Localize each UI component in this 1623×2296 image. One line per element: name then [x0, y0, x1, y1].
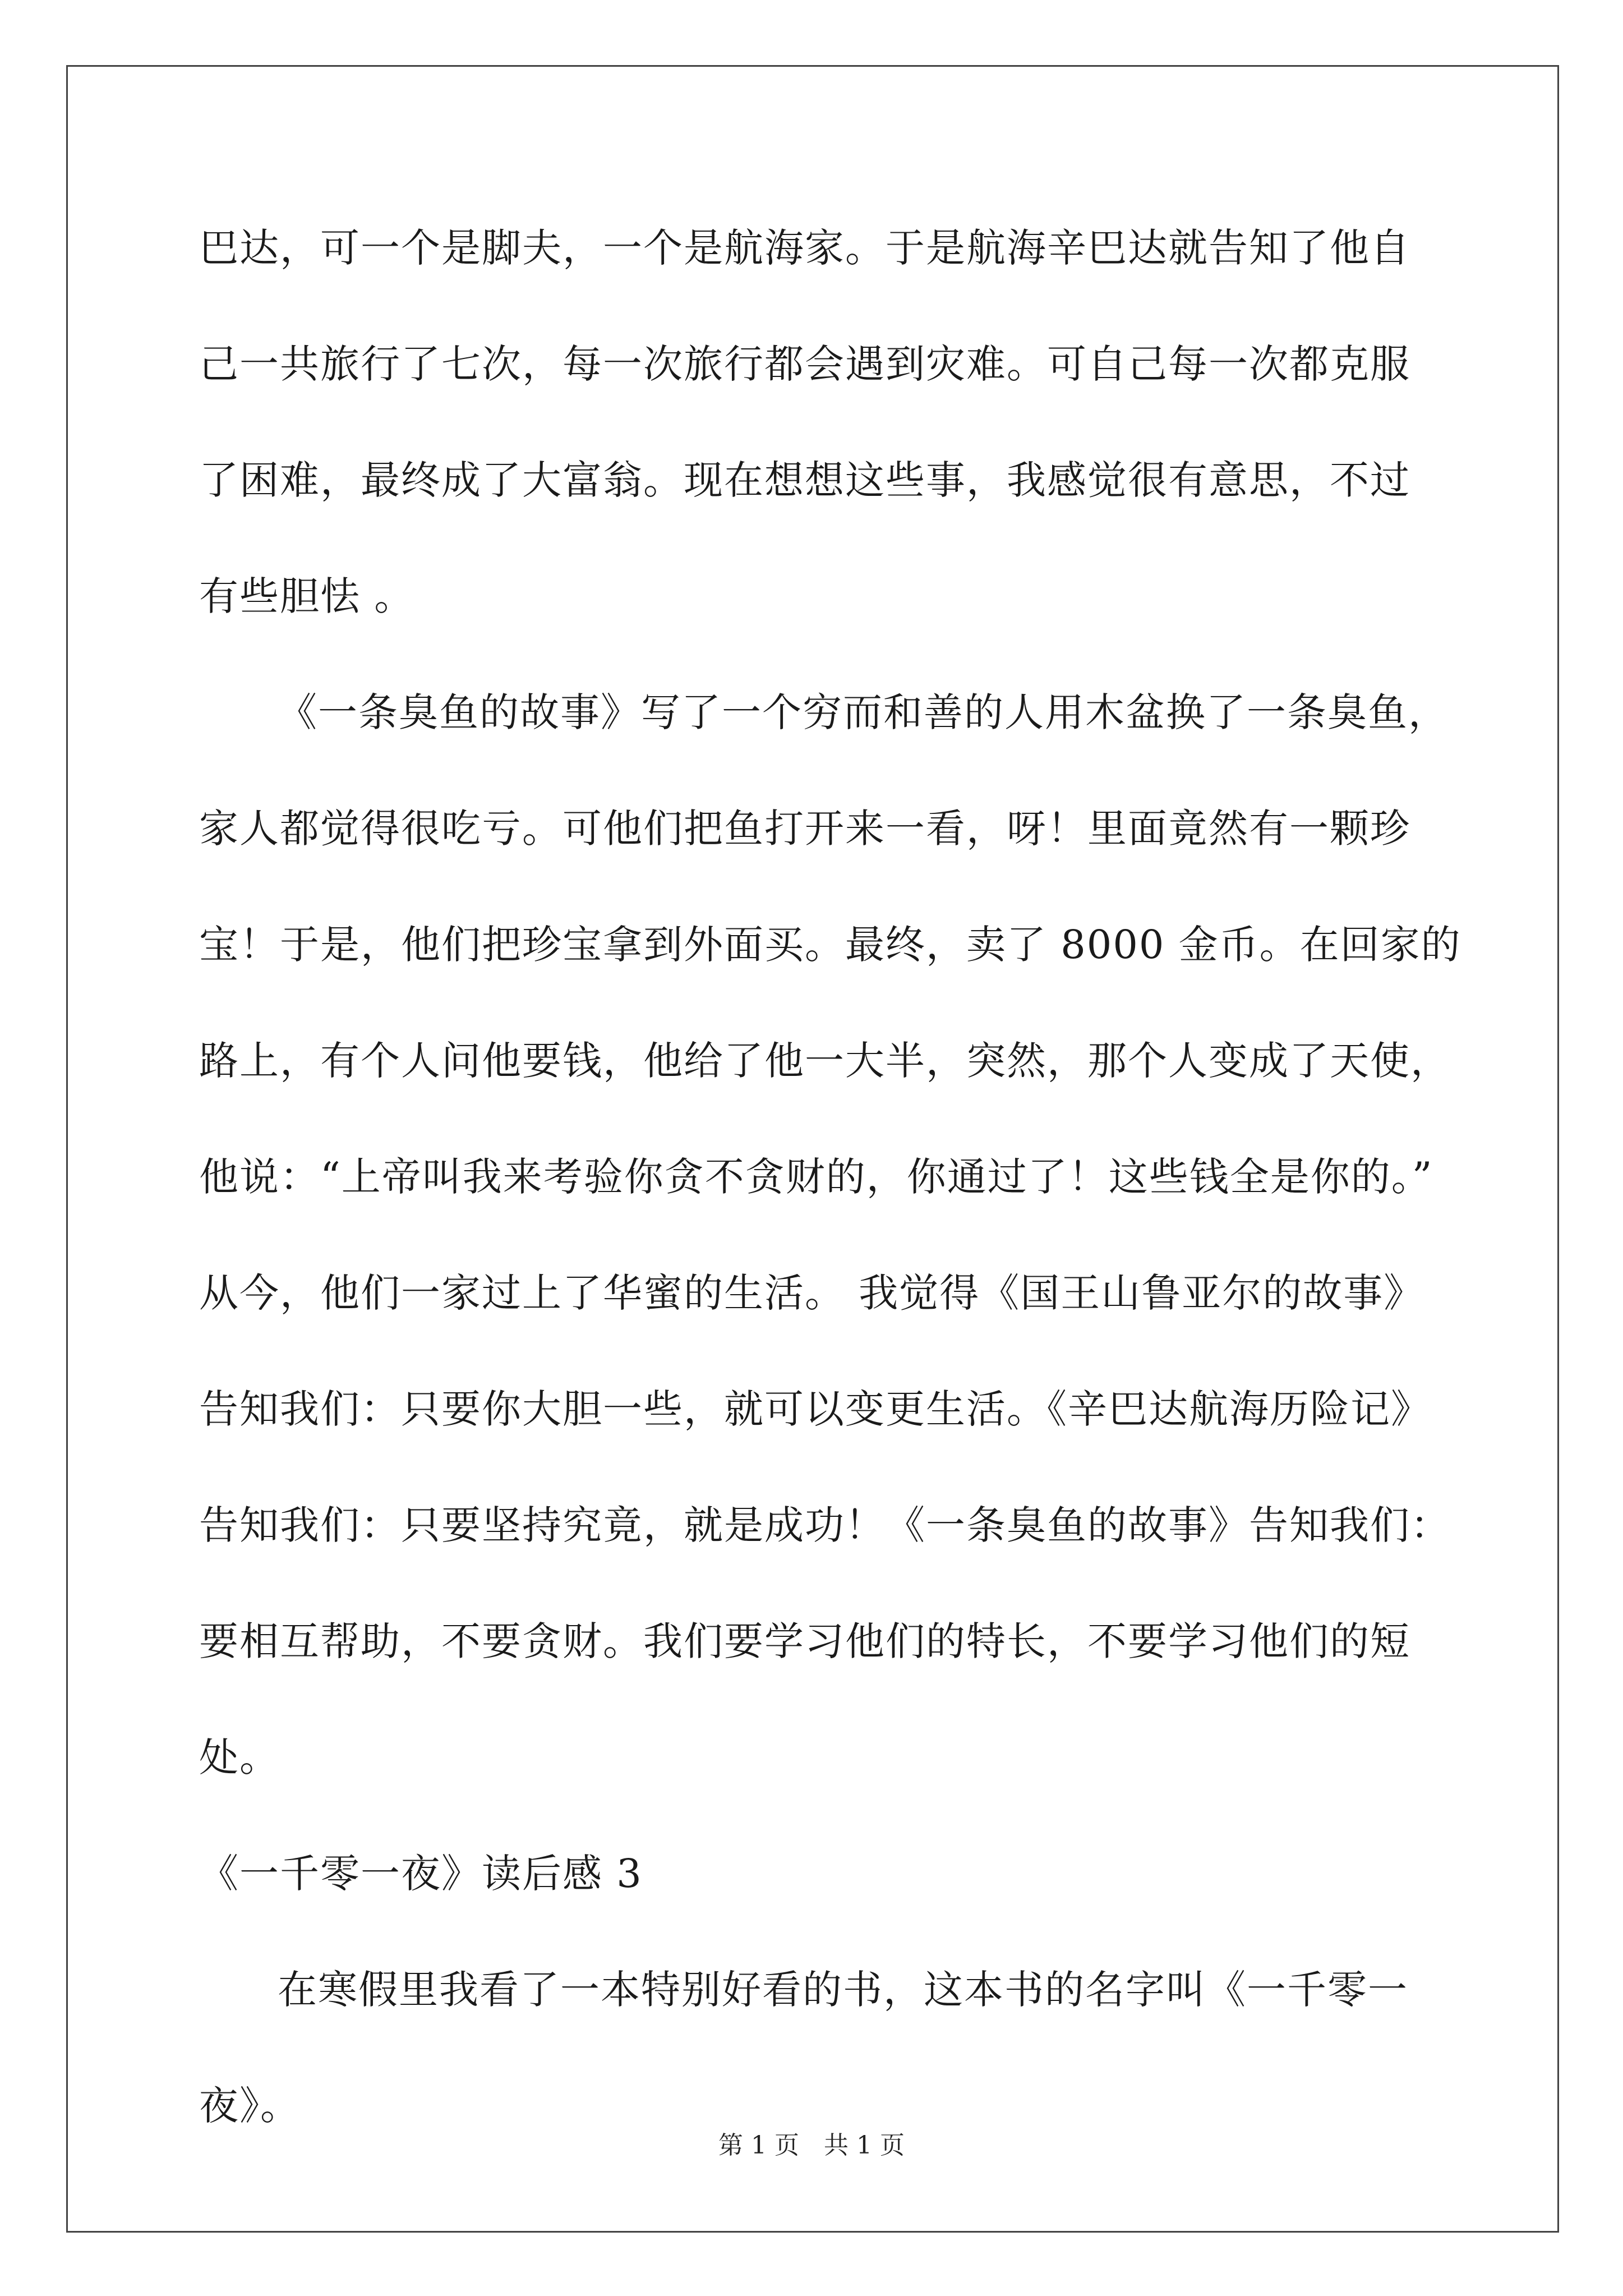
text-line: 路上，有个人问他要钱，他给了他一大半，突然，那个人变成了天使， [199, 1038, 1451, 1084]
text-line: 要相互帮助，不要贪财。我们要学习他们的特长，不要学习他们的短 [199, 1618, 1410, 1664]
paragraph-start-line: 《一条臭鱼的故事》写了一个穷而和善的人用木盆换了一条臭鱼， [278, 689, 1449, 735]
text-line: 巴达，可一个是脚夫，一个是航海家。于是航海辛巴达就告知了他自 [199, 225, 1410, 271]
text-line: 己一共旅行了七次，每一次旅行都会遇到灾难。可自己每一次都克服 [199, 341, 1410, 387]
text-line: 了困难，最终成了大富翁。现在想想这些事，我感觉很有意思，不过 [199, 457, 1410, 503]
text-line: 宝！于是，他们把珍宝拿到外面买。最终，卖了 8000 金币。在回家的 [199, 922, 1461, 968]
page-number-footer: 第 1 页 共 1 页 [718, 2131, 905, 2160]
section-heading: 《一千零一夜》读后感 3 [199, 1851, 643, 1897]
text-line: 他说：“上帝叫我来考验你贪不贪财的，你通过了！这些钱全是你的。” [199, 1154, 1433, 1200]
text-line: 告知我们：只要坚持究竟，就是成功！《一条臭鱼的故事》告知我们： [199, 1502, 1451, 1548]
text-line: 有些胆怯 。 [199, 573, 415, 619]
text-line: 家人都觉得很吃亏。可他们把鱼打开来一看，呀！里面竟然有一颗珍 [199, 806, 1410, 852]
text-line: 告知我们：只要你大胆一些，就可以变更生活。《辛巴达航海历险记》 [199, 1386, 1431, 1432]
text-line: 从今，他们一家过上了华蜜的生活。 我觉得《国王山鲁亚尔的故事》 [199, 1270, 1424, 1316]
text-line: 夜》。 [199, 2083, 301, 2129]
paragraph-start-line: 在寒假里我看了一本特别好看的书，这本书的名字叫《一千零一 [278, 1967, 1408, 2013]
text-line: 处。 [199, 1734, 280, 1780]
